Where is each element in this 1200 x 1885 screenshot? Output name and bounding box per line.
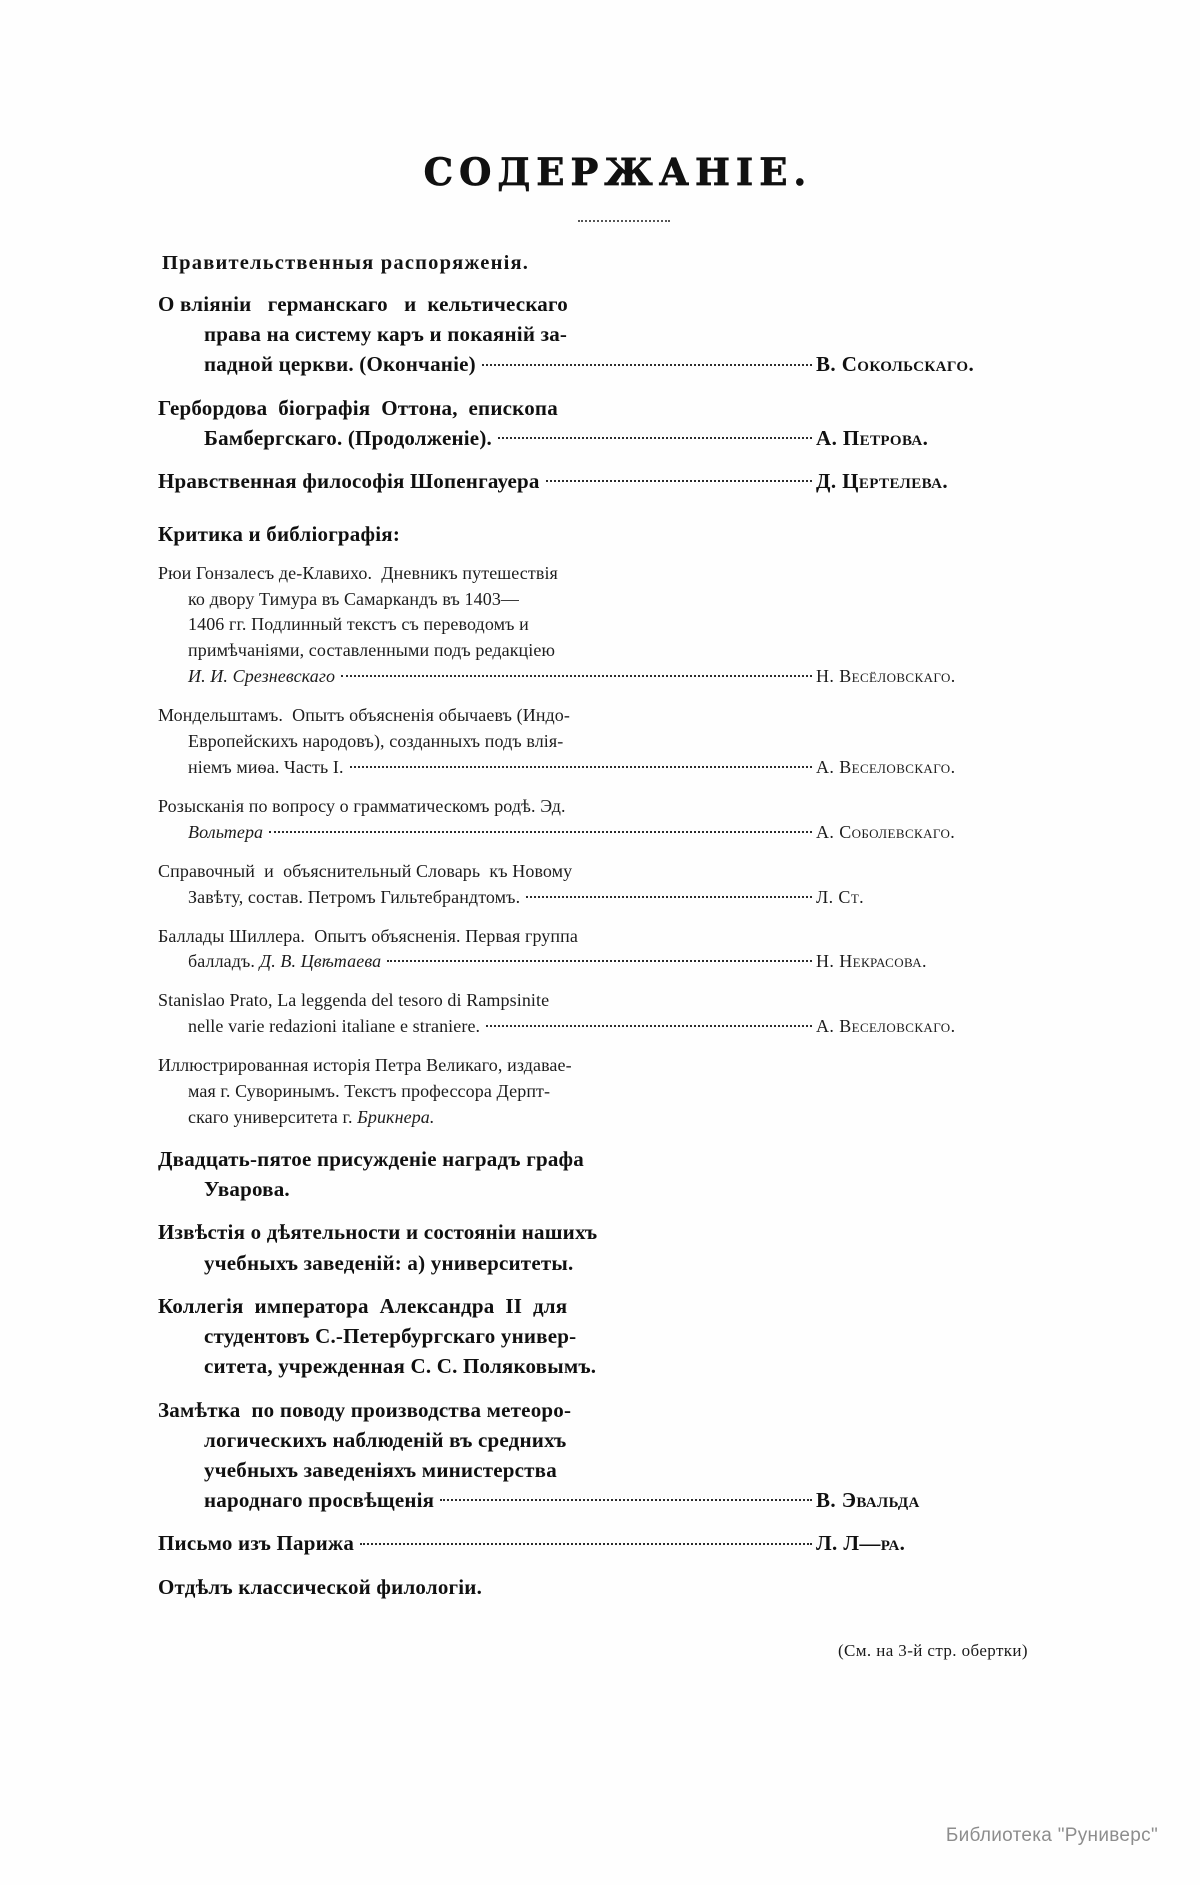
toc-entry-author: Д. Цертелева. [816, 469, 948, 494]
dot-leader [341, 664, 812, 682]
dot-leader [350, 755, 812, 773]
toc-entry [158, 794, 1048, 846]
toc-entry-text: Коллегія императора Александра II для [158, 1293, 568, 1318]
toc-entry-text: Замѣтка по поводу производства метеоро- [158, 1397, 572, 1422]
toc-entry-text: Критика и библіографія: [158, 522, 401, 547]
entry-spacer [158, 502, 1048, 509]
toc-entry-line [158, 519, 1048, 549]
toc-entry [158, 988, 1048, 1040]
toc-entry [158, 1572, 1048, 1602]
toc-entry-text: учебныхъ заведеніяхъ министерства [204, 1457, 557, 1482]
entry-spacer [158, 1137, 1048, 1144]
toc-entry-text: И. И. Срезневскаго [188, 666, 336, 687]
toc-entry-line [158, 561, 1048, 587]
toc-entry-text: ко двору Тимура въ Самаркандъ въ 1403— [188, 588, 520, 609]
toc-entry-text: ситета, учрежденная С. С. Поляковымъ. [204, 1354, 597, 1379]
toc-entry-text: примѣчаніями, составленными подъ редакціею [188, 640, 556, 661]
toc-entry-text: падной церкви. (Окончаніе) [204, 352, 476, 377]
toc-entry-line [158, 820, 1048, 846]
entry-spacer [158, 1046, 1048, 1053]
toc-entry-text: балладъ. Д. В. Цвѣтаева [188, 951, 382, 972]
toc-entry-line [158, 729, 1048, 755]
toc-entry-line [158, 664, 1048, 690]
toc-entry-text: Уварова. [204, 1177, 290, 1202]
dot-leader [269, 820, 812, 838]
toc-entry-line [158, 924, 1048, 950]
toc-entry-line [158, 1105, 1048, 1131]
toc-entry-author: Л. Ст. [816, 886, 865, 907]
toc-entry-author: А. Веселовскаго. [816, 756, 956, 777]
toc-entry-text: Рюи Гонзалесъ де-Клавихо. Дневникъ путешествія [158, 562, 558, 583]
dot-leader [498, 424, 812, 445]
toc-entry-line [158, 1144, 1048, 1174]
entry-spacer [158, 852, 1048, 859]
entry-spacer [158, 1388, 1048, 1395]
toc-entry-text: Розысканія по вопросу о грамматическомъ родѣ. Эд. [158, 795, 566, 816]
toc-entry-line [158, 612, 1048, 638]
toc-entry-line [158, 1248, 1048, 1278]
toc-entry-line [158, 859, 1048, 885]
toc-entry [158, 1217, 1048, 1277]
toc-entry-text: 1406 гг. Подлинный текстъ съ переводомъ и [188, 614, 529, 635]
toc-entry-line [158, 988, 1048, 1014]
entry-spacer [158, 917, 1048, 924]
entry-spacer [158, 787, 1048, 794]
toc-entry [158, 519, 1048, 549]
entry-spacer [158, 386, 1048, 393]
toc-entry-text: Бамбергскаго. (Продолженіе). [204, 425, 492, 450]
toc-entry-text: Завѣту, состав. Петромъ Гильтебрандтомъ. [188, 886, 521, 907]
toc-entry-text: nelle varie redazioni italiane e straniere. [188, 1016, 481, 1037]
toc-entry-line [158, 703, 1048, 729]
toc-entry-text: Справочный и объяснительный Словарь къ Новому [158, 860, 573, 881]
toc-entry-text: Извѣстія о дѣятельности и состояніи нашихъ [158, 1220, 598, 1245]
toc-entry [158, 393, 1048, 453]
toc-entry [158, 1144, 1048, 1204]
toc-entry-text: Вольтера [188, 821, 264, 842]
entry-spacer [158, 459, 1048, 466]
toc-entry-text: Баллады Шиллера. Опытъ объясненія. Первая группа [158, 925, 578, 946]
toc-entry-text: Нравственная философія Шопенгауера [158, 469, 540, 494]
toc-entry-text: Письмо изъ Парижа [158, 1531, 355, 1556]
toc-entry-text: права на систему каръ и покаяній за- [204, 322, 568, 347]
toc-entry-line [158, 1053, 1048, 1079]
toc-entry-text: студентовъ С.-Петербургскаго универ- [204, 1324, 577, 1349]
toc-entry-line [158, 393, 1048, 423]
toc-entry-author: А. Петрова. [816, 425, 929, 450]
toc-entry-text: О вліяніи германскаго и кельтическаго [158, 292, 568, 316]
toc-entry-line [158, 319, 1048, 349]
title-divider [578, 220, 670, 222]
toc-entry [158, 1291, 1048, 1382]
toc-entry-author: В. Эвальда [816, 1488, 920, 1513]
toc-entry-line [158, 1321, 1048, 1351]
toc-entry [158, 859, 1048, 911]
toc-entry-author: В. Сокольскаго. [816, 352, 975, 377]
toc-entry [158, 1528, 1048, 1558]
toc-entry-line [158, 1425, 1048, 1455]
toc-entry-line [158, 1079, 1048, 1105]
entry-spacer [158, 554, 1048, 561]
toc-entry-text: Мондельштамъ. Опытъ объясненія обычаевъ (Индо- [158, 705, 571, 726]
toc-entry-line [158, 1291, 1048, 1321]
toc-entry-text: Гербордова біографія Оттона, епископа [158, 395, 558, 420]
toc-entry-line [158, 794, 1048, 820]
entry-spacer [158, 696, 1048, 703]
dot-leader [486, 1014, 812, 1032]
toc-entry [158, 1395, 1048, 1516]
toc-entry-text: народнаго просвѣщенія [204, 1488, 435, 1513]
toc-entry-text: скаго университета г. Брикнера. [188, 1106, 435, 1127]
library-watermark: Библиотека "Руниверс" [945, 1825, 1158, 1846]
toc-entry-text: мая г. Суворинымъ. Текстъ профессора Дерпт- [188, 1081, 551, 1102]
toc-entry-text: учебныхъ заведеній: а) университеты. [204, 1250, 574, 1275]
toc-entry-text: ніемъ миѳа. Часть I. [188, 756, 344, 777]
toc-entry-line [158, 349, 1048, 379]
section-heading: Правительственныя распоряженія. [162, 252, 530, 274]
entry-spacer [158, 1521, 1048, 1528]
toc-entry-line [158, 1485, 1048, 1515]
toc-entry-line [158, 1572, 1048, 1602]
toc-entry [158, 289, 1048, 380]
toc-entry-line [158, 1174, 1048, 1204]
toc-entry-line [158, 289, 1048, 319]
toc-entry-line [158, 423, 1048, 453]
entry-spacer [158, 1608, 1048, 1615]
toc-entry-line [158, 949, 1048, 975]
toc-entry-line [158, 466, 1048, 496]
dot-leader [360, 1529, 812, 1550]
toc-entry [158, 561, 1048, 691]
dot-leader [482, 350, 812, 371]
toc-entry-line [158, 1217, 1048, 1247]
toc-entry-line [158, 1351, 1048, 1381]
toc-entry-line [158, 1014, 1048, 1040]
toc-entry-line [158, 755, 1048, 781]
toc-entry [158, 703, 1048, 781]
toc-entry-text: Иллюстрированная исторія Петра Великаго, издавае- [158, 1055, 572, 1076]
toc-entry-line [158, 587, 1048, 613]
dot-leader [440, 1486, 812, 1507]
entry-spacer [158, 1284, 1048, 1291]
entry-spacer [158, 1210, 1048, 1217]
toc-entry [158, 924, 1048, 976]
toc-entry-author: Н. Некрасова. [816, 951, 927, 972]
toc-entry-author: А. Соболевскаго. [816, 821, 956, 842]
dot-leader [526, 885, 812, 903]
table-of-contents [158, 150, 1048, 1661]
toc-entry-line [158, 1395, 1048, 1425]
toc-entry-line [158, 885, 1048, 911]
toc-entry-line [158, 638, 1048, 664]
toc-entry-list [158, 289, 1048, 1615]
toc-entry-text: логическихъ наблюденій въ среднихъ [204, 1427, 567, 1452]
footer-note: (См. на 3-й стр. обертки) [837, 1640, 1028, 1660]
toc-entry-author: А. Веселовскаго. [816, 1016, 956, 1037]
toc-entry-author: Н. Весёловскаго. [816, 666, 956, 687]
entry-spacer [158, 981, 1048, 988]
toc-entry-text: Stanislao Prato, La leggenda del tesoro di Rampsinite [158, 990, 550, 1011]
page-title: СОДЕРЖАНІЕ. [423, 150, 813, 194]
toc-entry-author: Л. Л—ра. [816, 1531, 906, 1556]
dot-leader [387, 949, 812, 967]
toc-entry [158, 466, 1048, 496]
toc-entry-text: Двадцать-пятое присужденіе наградъ графа [158, 1146, 584, 1171]
toc-entry-text: Отдѣлъ классической филологіи. [158, 1574, 483, 1599]
toc-entry-line [158, 1528, 1048, 1558]
entry-spacer [158, 1565, 1048, 1572]
toc-entry-text: Европейскихъ народовъ), созданныхъ подъ влія- [188, 731, 564, 752]
toc-entry [158, 1053, 1048, 1131]
dot-leader [546, 467, 812, 488]
toc-entry-line [158, 1455, 1048, 1485]
